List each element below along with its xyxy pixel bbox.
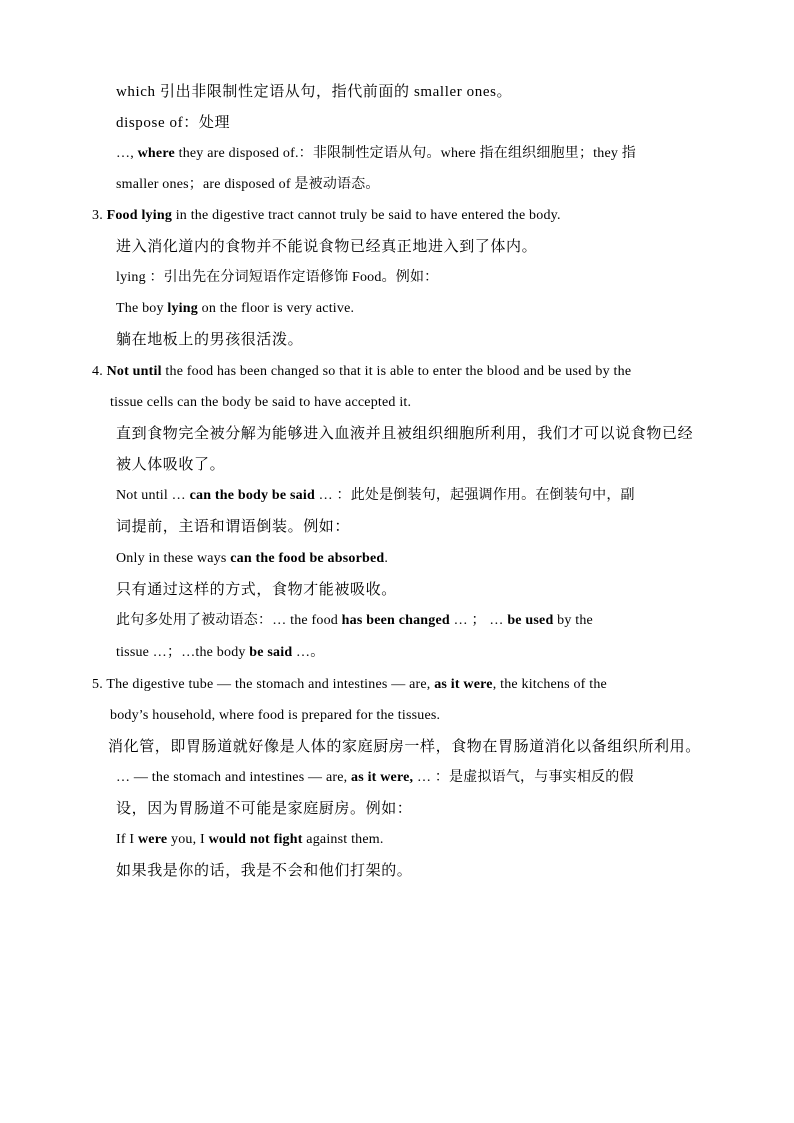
item-4-example-en: Only in these ways can the food be absorbed. (116, 551, 389, 566)
item-5-example-en: If I were you, I would not fight against them. (116, 832, 384, 847)
item-5-translation: 消化管，即胃肠道就好像是人体的家庭厨房一样，食物在胃肠道消化以备组织所利用。 (108, 739, 701, 755)
item-3-translation: 进入消化道内的食物并不能说食物已经真正地进入到了体内。 (116, 239, 538, 255)
note-where-line-2: smaller ones；are disposed of 是被动语态。 (116, 177, 380, 192)
item-5-sentence-line-1: 5. The digestive tube — the stomach and intestines — are, as it were, the kitchens of the (92, 677, 607, 692)
item-3-note: lying ：引出先在分词短语作定语修饰 Food。例如： (116, 270, 439, 285)
item-4-passive-line-1: 此句多处用了被动语态：… the food has been changed … ； … be used by the (116, 613, 593, 628)
note-dispose-of: dispose of：处理 (116, 115, 231, 131)
item-5-note-line-2: 设，因为胃肠道不可能是家庭厨房。例如： (116, 801, 413, 817)
item-4-example-zh: 只有通过这样的方式，食物才能被吸收。 (116, 582, 397, 598)
item-3-example-zh: 躺在地板上的男孩很活泼。 (116, 332, 304, 348)
item-4-note-line-1: Not until … can the body be said … ：此处是倒装句，起强调作用。在倒装句中，副 (116, 488, 635, 503)
item-4-translation-line-1: 直到食物完全被分解为能够进入血液并且被组织细胞所利用，我们才可以说食物已经 (116, 426, 694, 442)
note-which: which 引出非限制性定语从句，指代前面的 smaller ones。 (116, 84, 513, 100)
item-5-note-line-1: … — the stomach and intestines — are, as it were, … ：是虚拟语气，与事实相反的假 (116, 770, 634, 785)
item-3-sentence: 3. Food lying in the digestive tract cannot truly be said to have entered the body. (92, 208, 561, 223)
item-4-passive-line-2: tissue …；…the body be said …。 (116, 645, 325, 660)
note-where-line-1: …, where they are disposed of.：非限制性定语从句。where 指在组织细胞里；they 指 (116, 146, 636, 161)
item-4-note-line-2: 词提前，主语和谓语倒装。例如： (116, 519, 351, 535)
item-4-translation-line-2: 被人体吸收了。 (116, 457, 226, 473)
item-5-example-zh: 如果我是你的话，我是不会和他们打架的。 (116, 863, 413, 879)
item-3-example-en: The boy lying on the floor is very active. (116, 301, 355, 316)
item-4-sentence-line-1: 4. Not until the food has been changed so that it is able to enter the blood and be used by the (92, 364, 632, 379)
item-4-sentence-line-2: tissue cells can the body be said to have accepted it. (110, 395, 412, 410)
item-5-sentence-line-2: body’s household, where food is prepared for the tissues. (110, 708, 441, 723)
